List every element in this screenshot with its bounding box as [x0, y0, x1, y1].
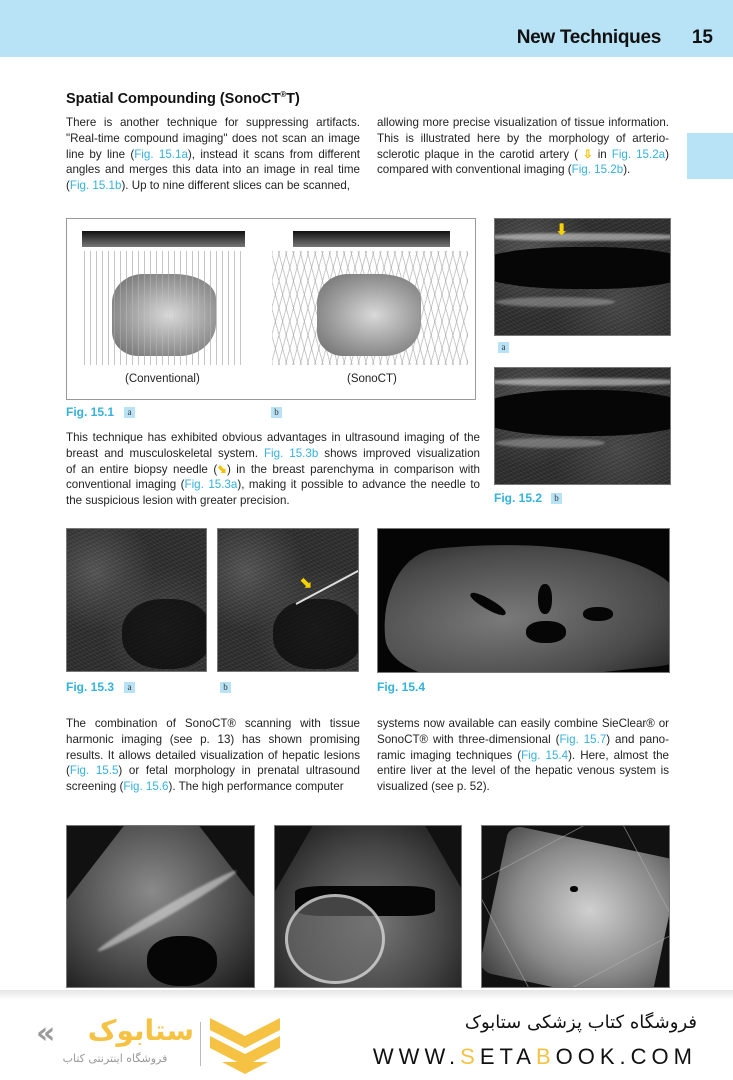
- text-line: visualized (see p. 52).: [377, 780, 490, 794]
- text-line: harmonic imaging (see p. 13) has shown promising: [66, 732, 360, 746]
- paragraph-5: [377, 716, 669, 795]
- text-line: compared with conventional imaging (Fig. 15.2b).: [377, 163, 631, 177]
- beams-overlay-conventional: [84, 251, 244, 365]
- lesion-sonoct: [317, 274, 421, 356]
- logo-double-chevron-icon: «: [36, 1016, 50, 1051]
- figure-15-4-panoramic-liver: [377, 528, 670, 673]
- text-line: breast and musculoskeletal system. Fig. 15.3b shows improved visualization: [66, 446, 480, 460]
- page-number: 15: [691, 27, 713, 48]
- text-line: sclerotic plaque in the carotid artery ( ⇩ in Fig. 15.2a): [377, 147, 669, 161]
- figure-reference-link[interactable]: Fig. 15.4: [521, 748, 569, 762]
- text-line: There is another technique for suppressing artifacts.: [66, 116, 360, 129]
- url-part: WWW.: [372, 1044, 461, 1069]
- figure-reference-link[interactable]: Fig. 15.2a: [611, 147, 666, 161]
- text-line: ramic imaging techniques (Fig. 15.4). Here, almost the: [377, 748, 669, 762]
- text-line: angles and merges this data into an image in real time: [66, 163, 360, 177]
- text-line: results. It allows detailed visualization of hepatic lesions: [66, 748, 360, 762]
- transducer-sonoct: [293, 231, 450, 247]
- fig-15-2-caption: Fig. 15.2: [494, 491, 543, 505]
- registered-mark: ®: [280, 90, 287, 99]
- text-line: (Fig. 15.1b). Up to nine different slices can be scanned,: [66, 179, 351, 193]
- section-heading-end: T): [286, 90, 300, 107]
- url-highlight: B: [535, 1044, 556, 1069]
- vessel-wall-bottom: [495, 438, 605, 448]
- figure-15-3a-breast-conventional: [66, 528, 207, 672]
- text-line: entire liver at the level of the hepatic venous system is: [377, 764, 669, 778]
- text-line: line by line (Fig. 15.1a), instead it scans from different: [66, 147, 361, 161]
- fig-15-3-panel-b: b: [220, 682, 231, 693]
- text-line: This is illustrated here by the morphology of arterio-: [377, 131, 669, 145]
- logo-divider: [200, 1022, 201, 1066]
- paragraph-3: [66, 430, 480, 509]
- figure-reference-link[interactable]: Fig. 15.1a: [134, 147, 188, 161]
- hepatic-vein: [583, 607, 613, 621]
- figure-reference-link[interactable]: Fig. 15.5: [69, 764, 119, 778]
- fig-15-3-caption: Fig. 15.3: [66, 680, 115, 694]
- text-line: conventional imaging (Fig. 15.3a), making it possible to advance the needle to: [66, 478, 480, 492]
- fig-15-1-caption: Fig. 15.1: [66, 405, 115, 419]
- text-line: of an entire biopsy needle (⬊) in the breast parenchyma in comparison with: [66, 462, 480, 476]
- figure-15-5-hepatic-lesion: [66, 825, 255, 988]
- vessel-wall-top: [494, 233, 671, 241]
- hepatic-vein: [538, 584, 552, 614]
- text-line: This technique has exhibited obvious advantages in ultrasound imaging of the: [66, 431, 480, 444]
- store-logo-subtitle: فروشگاه اینترنتی کتاب: [62, 1052, 168, 1065]
- figure-reference-link[interactable]: Fig. 15.7: [559, 732, 607, 746]
- text-line: the suspicious lesion with greater precision.: [66, 494, 290, 508]
- figure-15-2b-carotid-conventional: [494, 367, 671, 485]
- vessel-lumen: [494, 390, 671, 436]
- fig-15-2-panel-a: a: [498, 342, 509, 353]
- vessel-lumen: [494, 247, 671, 289]
- liver-scan-region: [377, 528, 670, 673]
- inline-arrow-icon: ⬊: [217, 462, 227, 476]
- figure-reference-link[interactable]: Fig. 15.3b: [263, 446, 319, 460]
- text-line: "Real-time compound imaging" does not scan an image: [66, 131, 360, 145]
- store-url[interactable]: [373, 1044, 697, 1070]
- gallbladder: [147, 936, 217, 986]
- store-logo-chevron-icon: [210, 1018, 280, 1074]
- figure-15-1-diagram: [66, 218, 476, 400]
- paragraph-2: [377, 115, 669, 178]
- page-bottom-shadow: [0, 990, 733, 1000]
- store-logo-text: ستابوک: [87, 1014, 194, 1047]
- figure-reference-link[interactable]: Fig. 15.6: [123, 780, 169, 794]
- url-part: OOK.COM: [555, 1044, 697, 1069]
- needle-arrow-icon: ⬇: [294, 572, 318, 596]
- vessel-wall-bottom: [495, 297, 615, 307]
- text-line: SonoCT® with three-dimensional (Fig. 15.7) and pano-: [377, 732, 669, 746]
- hepatic-vein: [526, 621, 566, 643]
- fig-15-3-panel-a: a: [124, 682, 135, 693]
- lesion-dark-area: [122, 599, 207, 669]
- url-highlight: S: [460, 1044, 480, 1069]
- label-sonoct: (SonoCT): [347, 373, 397, 385]
- text-line: screening (Fig. 15.6). The high performance computer: [66, 780, 344, 794]
- transducer-conventional: [82, 231, 245, 247]
- fig-15-1-panel-a: a: [124, 407, 135, 418]
- figure-reference-link[interactable]: Fig. 15.1b: [69, 179, 122, 193]
- text-line: (Fig. 15.5) or fetal morphology in prenatal ultrasound: [66, 764, 360, 778]
- figure-15-3b-breast-compound: [217, 528, 359, 672]
- url-part: ETA: [479, 1044, 536, 1069]
- figure-15-7-3d-face-render: [481, 825, 670, 988]
- section-heading-text: Spatial Compounding (SonoCT: [66, 90, 281, 107]
- lesion-dark-area: [273, 599, 359, 669]
- figure-15-6-fetal-profile: [274, 825, 462, 988]
- text-line: allowing more precise visualization of tissue information.: [377, 116, 669, 129]
- fig-15-1-panel-b: b: [271, 407, 282, 418]
- text-line: The combination of SonoCT® scanning with tissue: [66, 717, 360, 730]
- fetal-head: [285, 894, 385, 984]
- chapter-thumb-tab: [687, 133, 733, 179]
- label-conventional: (Conventional): [125, 373, 200, 385]
- plaque-arrow-icon: ⬇: [555, 220, 569, 239]
- inline-arrow-icon: ⇩: [582, 147, 593, 161]
- figure-reference-link[interactable]: Fig. 15.2b: [571, 163, 624, 177]
- paragraph-1: [66, 115, 360, 194]
- figure-15-2a-carotid-compound: [494, 218, 671, 336]
- fig-15-4-caption: Fig. 15.4: [377, 680, 426, 694]
- section-heading: [66, 90, 300, 107]
- store-name: فروشگاه کتاب پزشکی ستابوک: [464, 1012, 697, 1033]
- paragraph-4: [66, 716, 360, 795]
- fig-15-2-panel-b: b: [551, 493, 562, 504]
- figure-reference-link[interactable]: Fig. 15.3a: [184, 478, 238, 492]
- chapter-title: New Techniques: [516, 27, 661, 48]
- vessel-wall-top: [494, 378, 671, 386]
- text-line: systems now available can easily combine SieClear® or: [377, 717, 669, 730]
